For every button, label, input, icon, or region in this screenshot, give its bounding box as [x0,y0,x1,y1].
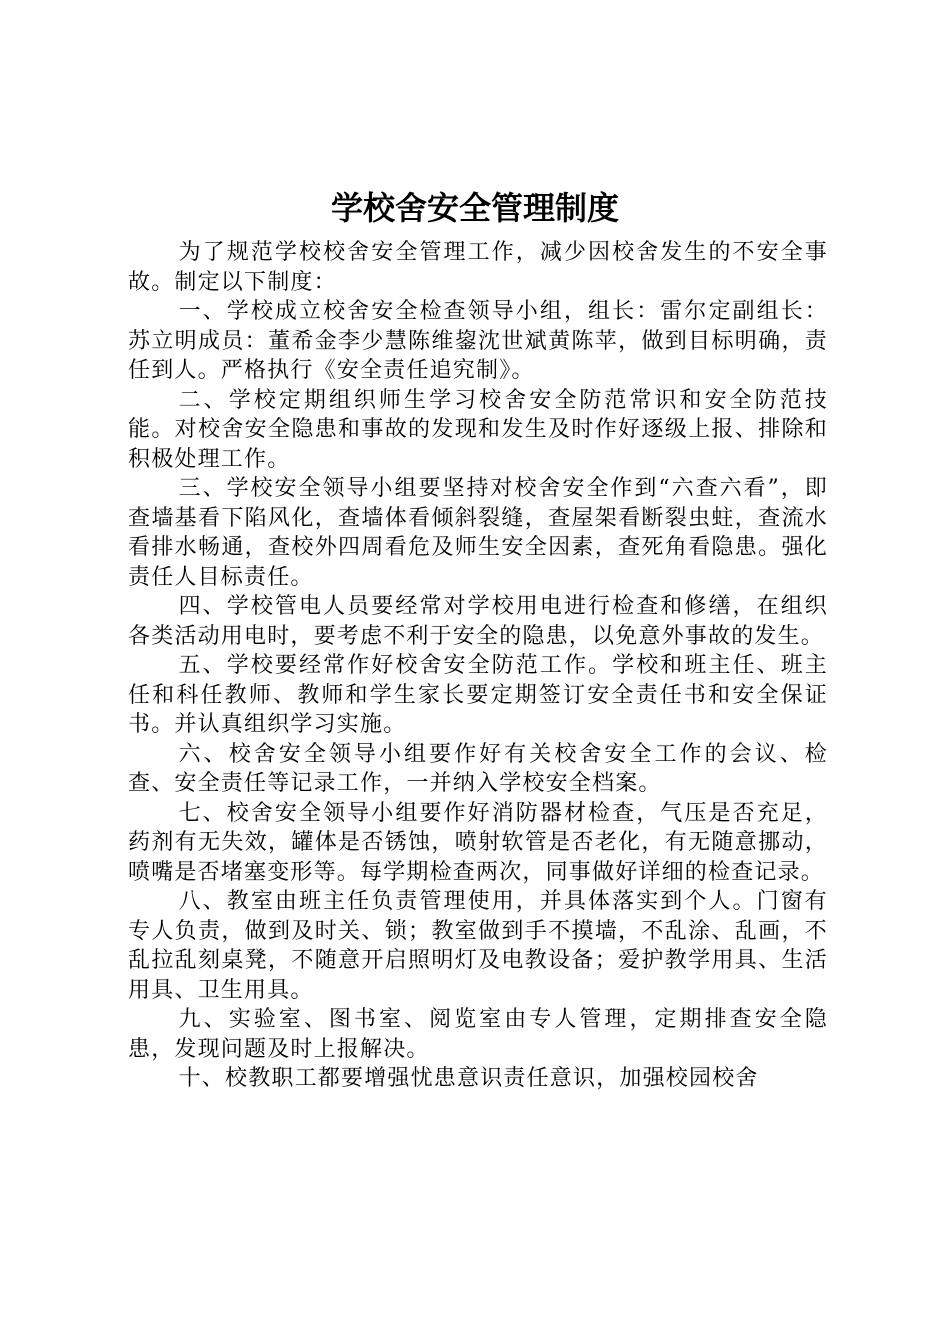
paragraph-5: 五、学校要经常作好校舍安全防范工作。学校和班主任、班主任和科任教师、教师和学生家长要定期签订安全责任书和安全保证书。并认真组织学习实施。 [128,653,828,737]
paragraph-1: 一、学校成立校舍安全检查领导小组，组长：雷尔定副组长：苏立明成员：董希金李少慧陈维鋆沈世斌黄陈苹，做到目标明确，责任到人。严格执行《安全责任追究制》。 [128,299,828,383]
paragraph-4: 四、学校管电人员要经常对学校用电进行检查和修缮，在组织各类活动用电时，要考虑不利于安全的隐患，以免意外事故的发生。 [128,594,828,649]
paragraph-9: 九、实验室、图书室、阅览室由专人管理，定期排查安全隐患，发现问题及时上报解决。 [128,1007,828,1062]
paragraph-10: 十、校教职工都要增强忧患意识责任意识，加强校园校舍 [178,1066,759,1091]
document-body [128,238,828,1094]
paragraph-3: 三、学校安全领导小组要坚持对校舍安全作到“六查六看”，即查墙基看下陷风化，查墙体看倾斜裂缝，查屋架看断裂虫蛀，查流水看排水畅通，查校外四周看危及师生安全因素，查死角看隐患。强化责任人目标责任。 [128,476,828,590]
paragraph-8: 八、教室由班主任负责管理使用，并具体落实到个人。门窗有专人负责，做到及时关、锁；教室做到手不摸墙，不乱涂、乱画，不乱拉乱刻桌凳，不随意开启照明灯及电教设备；爱护教学用具、生活用具、卫生用具。 [128,889,828,1003]
document-title: 学校舍安全管理制度 [330,189,619,227]
paragraph-intro: 为了规范学校校舍安全管理工作，减少因校舍发生的不安全事故。制定以下制度： [128,240,828,295]
paragraph-6: 六、校舍安全领导小组要作好有关校舍安全工作的会议、检查、安全责任等记录工作，一并纳入学校安全档案。 [128,741,828,796]
paragraph-2: 二、学校定期组织师生学习校舍安全防范常识和安全防范技能。对校舍安全隐患和事故的发现和发生及时作好逐级上报、排除和积极处理工作。 [128,387,828,472]
paragraph-7: 七、校舍安全领导小组要作好消防器材检查，气压是否充足，药剂有无失效，罐体是否锈蚀，喷射软管是否老化，有无随意挪动，喷嘴是否堵塞变形等。每学期检查两次，同事做好详细的检查记录。 [128,800,828,885]
